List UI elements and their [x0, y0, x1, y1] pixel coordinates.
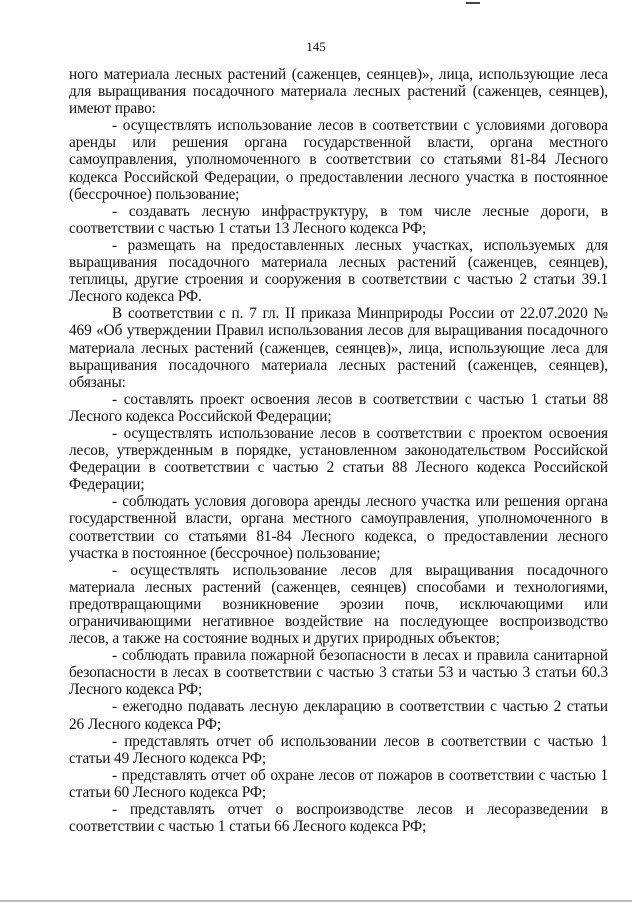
paragraph: - осуществлять использование лесов в соответствии с проектом освоения лесов, утвержденным в порядке, установленном законодательством Российской Федерации в соответствии с частью 2 статьи 88 Лесного кодекса Российской Федерации; [69, 424, 608, 494]
paragraph: - представлять отчет об охране лесов от пожаров в соответствии с частью 1 статьи 60 Лесного кодекса РФ; [69, 766, 608, 801]
page-number: 145 [306, 39, 326, 54]
paragraph: - осуществлять использование лесов для выращивания посадочного материала лесных растений (саженцев, сеянцев) способами и технологиями, предотвращающими возникновение эрозии почв, исключающими или ограничивающими негативное воздействие на последующее воспроизводство лесов, а также на состояние водных и других природных объектов; [69, 561, 608, 648]
body-text [69, 66, 608, 835]
paragraph: - осуществлять использование лесов в соответствии с условиями договора аренды или решения органа государственной власти, органа местного самоуправления, уполномоченного в соответствии со статьями 81-84 Лесного кодекса Российской Федерации, о предоставлении лесного участка в постоянное (бессрочное) пользование; [69, 117, 608, 203]
paragraph: - создавать лесную инфраструктуру, в том числе лесные дороги, в соответствии с частью 1 статьи 13 Лесного кодекса РФ; [69, 202, 608, 237]
paragraph: - соблюдать условия договора аренды лесного участка или решения органа государственной власти, органа местного самоуправления, уполномоченного в соответствии со статьями 81-84 Лесного кодекса, о предоставлении лесного участка в постоянное (бессрочное) пользование; [69, 493, 608, 562]
paragraph: - представлять отчет об использовании лесов в соответствии с частью 1 статьи 49 Лесного кодекса РФ; [69, 732, 608, 767]
scan-edge [0, 900, 632, 902]
paragraph: - представлять отчет о воспроизводстве лесов и лесоразведении в соответствии с частью 1 статьи 66 Лесного кодекса РФ; [69, 801, 608, 836]
paragraph: ного материала лесных растений (саженцев, сеянцев)», лица, использующие леса для выращивания посадочного материала лесных растений (саженцев, сеянцев), имеют право: [69, 66, 608, 118]
paragraph: - размещать на предоставленных лесных участках, используемых для выращивания посадочного материала лесных растений (саженцев, сеянцев), теплицы, другие строения и сооружения в соответствии с частью 2 статьи 39.1 Лесного кодекса РФ. [69, 236, 608, 306]
paragraph: - ежегодно подавать лесную декларацию в соответствии с частью 2 статьи 26 Лесного кодекса РФ; [69, 698, 608, 733]
paragraph: - соблюдать правила пожарной безопасности в лесах и правила санитарной безопасности в лесах в соответствии с частью 3 статьи 53 и частью 3 статьи 60.3 Лесного кодекса РФ; [69, 647, 608, 699]
paragraph: В соответствии с п. 7 гл. II приказа Минприроды России от 22.07.2020 № 469 «Об утверждении Правил использования лесов для выращивания посадочного материала лесных растений (саженцев, сеянцев)», лица, использующие леса для выращивания посадочного материала лесных растений (саженцев, сеянцев), обязаны: [69, 305, 608, 391]
paragraph: - составлять проект освоения лесов в соответствии с частью 1 статьи 88 Лесного кодекса Российской Федерации; [69, 390, 608, 425]
scan-mark [466, 2, 480, 4]
